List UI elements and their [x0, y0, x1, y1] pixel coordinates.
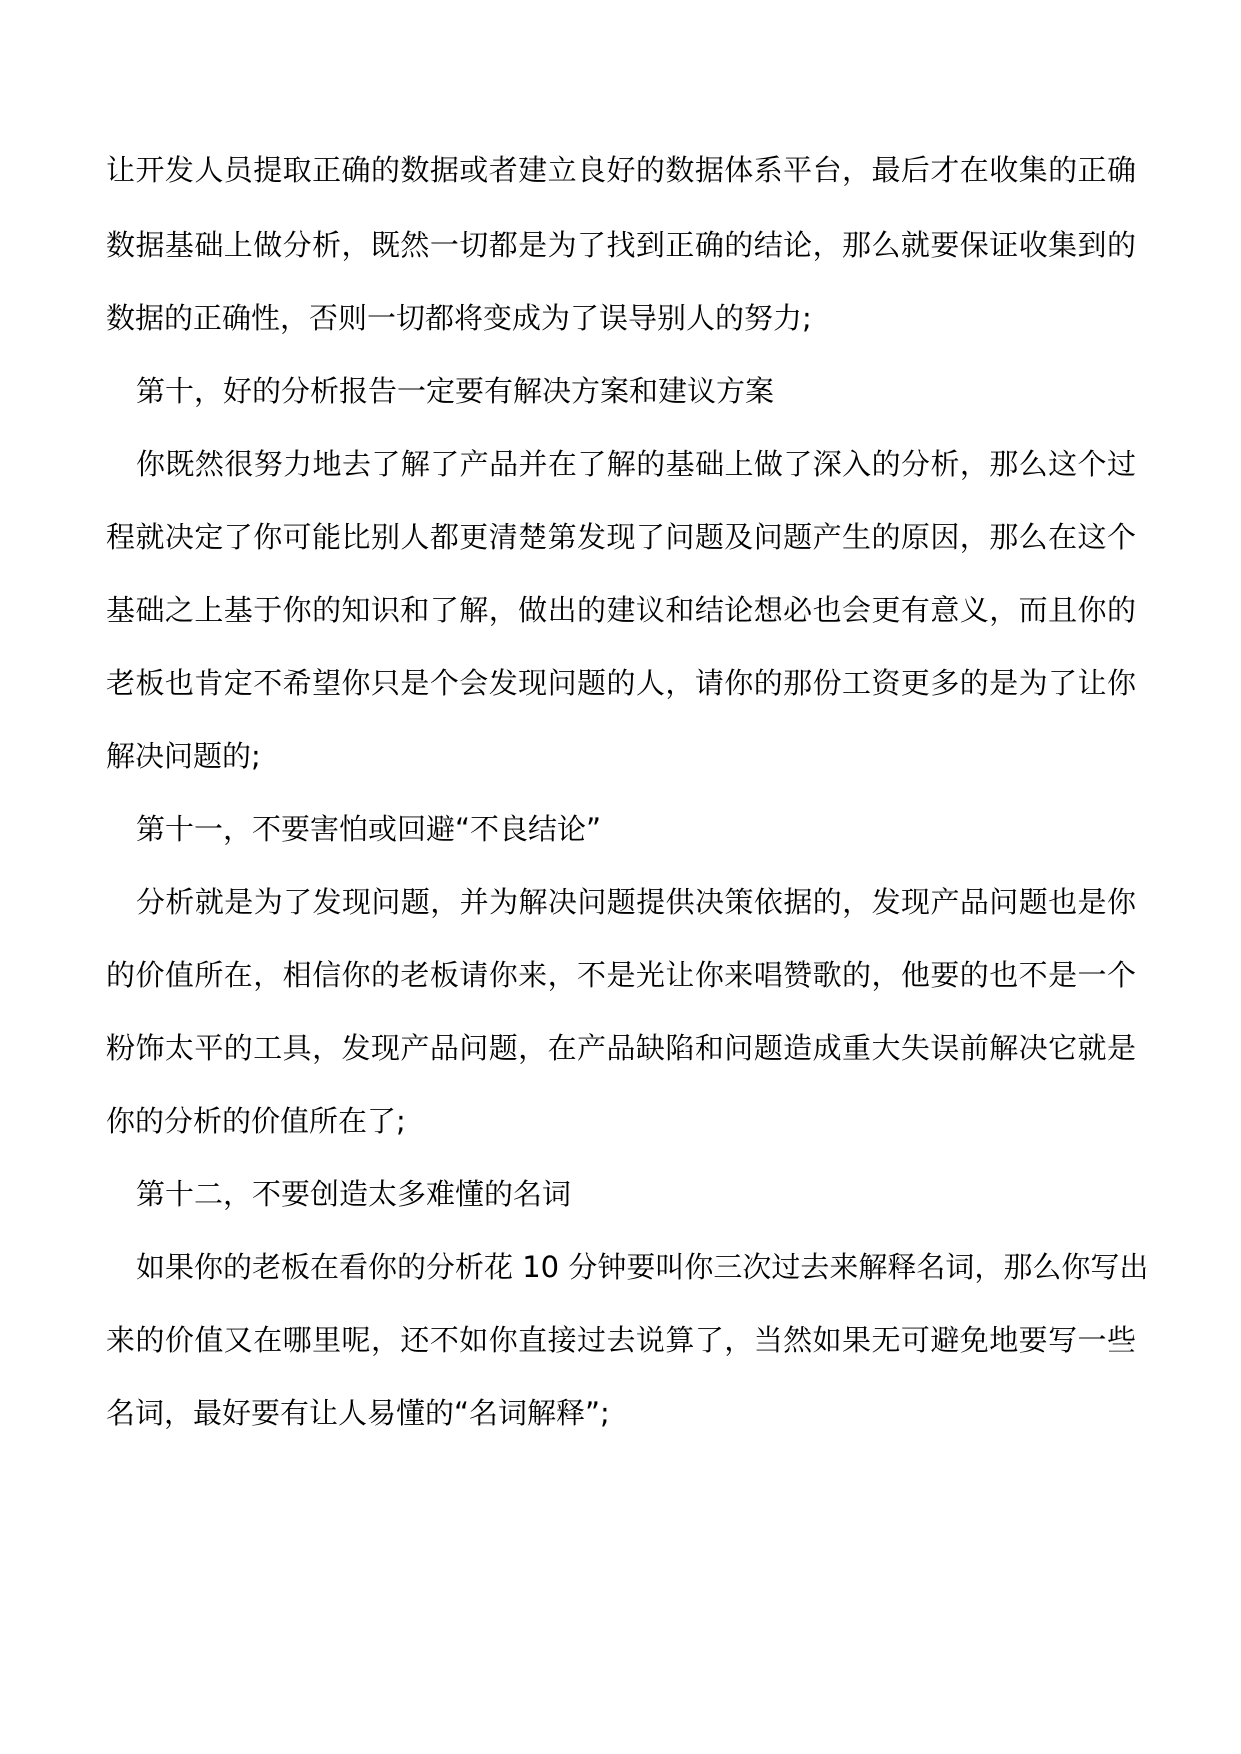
section-heading-11: 第十一，不要害怕或回避“不良结论” [136, 812, 602, 846]
body-line: 老板也肯定不希望你只是个会发现问题的人，请你的那份工资更多的是为了让你 [106, 666, 1136, 700]
body-line: 基础之上基于你的知识和了解，做出的建议和结论想必也会更有意义，而且你的 [106, 593, 1136, 627]
body-line: 你既然很努力地去了解了产品并在了解的基础上做了深入的分析，那么这个过 [136, 447, 1136, 481]
body-line: 分析就是为了发现问题，并为解决问题提供决策依据的，发现产品问题也是你 [136, 885, 1136, 919]
body-line: 解决问题的; [106, 739, 261, 773]
body-line: 程就决定了你可能比别人都更清楚第发现了问题及问题产生的原因，那么在这个 [106, 520, 1136, 554]
body-line: 让开发人员提取正确的数据或者建立良好的数据体系平台，最后才在收集的正确 [106, 153, 1136, 187]
body-line: 粉饰太平的工具，发现产品问题，在产品缺陷和问题造成重大失误前解决它就是 [106, 1031, 1136, 1065]
section-heading-12: 第十二，不要创造太多难懂的名词 [136, 1177, 572, 1211]
body-line: 数据基础上做分析，既然一切都是为了找到正确的结论，那么就要保证收集到的 [106, 228, 1136, 262]
body-line: 的价值所在，相信你的老板请你来，不是光让你来唱赞歌的，他要的也不是一个 [106, 958, 1136, 992]
body-line: 你的分析的价值所在了; [106, 1104, 406, 1138]
section-heading-10: 第十，好的分析报告一定要有解决方案和建议方案 [136, 374, 775, 408]
body-line: 数据的正确性，否则一切都将变成为了误导别人的努力; [106, 301, 812, 335]
body-line: 来的价值又在哪里呢，还不如你直接过去说算了，当然如果无可避免地要写一些 [106, 1323, 1136, 1357]
body-line: 名词，最好要有让人易懂的“名词解释”; [106, 1396, 610, 1430]
body-line: 如果你的老板在看你的分析花 10 分钟要叫你三次过去来解释名词，那么你写出 [136, 1250, 1149, 1284]
